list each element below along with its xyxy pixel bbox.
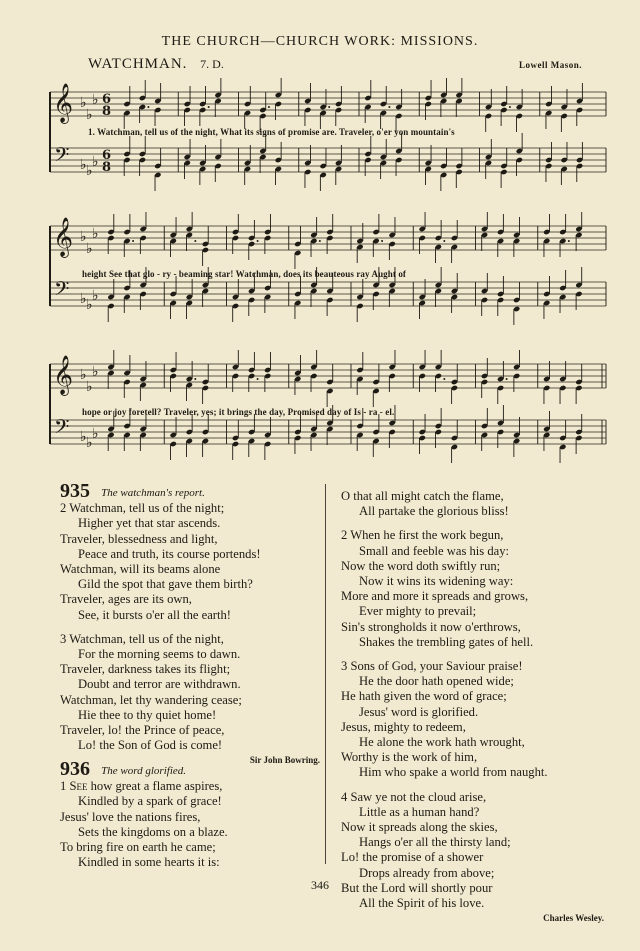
hymn-936-author: Charles Wesley. (543, 913, 604, 924)
treble-clef-icon: 𝄞 (53, 217, 74, 257)
verse-line (60, 779, 322, 794)
verse-line: Watchman, will its beams alone (60, 562, 221, 577)
lyric-line-3: hope or joy foretell? Traveler, yes; it brings the day, Promised day of Is - ra - el. (82, 407, 395, 417)
flat-sign-icon: ♭ (86, 297, 93, 313)
verse-line: O that all might catch the flame, (341, 489, 504, 503)
flat-sign-icon: ♭ (86, 241, 93, 257)
verse-line: Shakes the trembling gates of hell. (359, 634, 534, 649)
tune-title (88, 56, 224, 73)
verse-line: Small and feeble was his day: (359, 543, 510, 558)
verse-line: He the door hath opened wide; (359, 674, 514, 689)
hymn-935-author: Sir John Bowring. (249, 755, 320, 766)
dot (268, 106, 270, 108)
verse-line: Him who spake a world from naught. (359, 765, 548, 780)
verse-line: All partake the glorious bliss! (359, 504, 509, 519)
verse-line: Traveler, ages are its own, (60, 592, 192, 607)
dot (506, 378, 508, 380)
verse-line: Ever mighty to prevail; (359, 604, 477, 619)
verse-line: Kindled by a spark of grace! (78, 794, 222, 809)
flat-sign-icon: ♭ (80, 157, 87, 173)
hymn-935-number: 935 (60, 480, 90, 502)
dot (381, 240, 383, 242)
verse-line: Lo! the promise of a shower (341, 850, 484, 865)
verse-line: Traveler, darkness takes its flight; (60, 662, 231, 677)
flat-sign-icon: ♭ (86, 435, 93, 451)
verse-line: Traveler, blessedness and light, (60, 531, 218, 546)
tune-meter: 7. D. (200, 57, 224, 71)
bass-clef-icon: 𝄢 (54, 415, 70, 443)
verse-line: More and more it spreads and grows, (341, 589, 529, 604)
verse-line: Jesus' love the nations fires, (60, 809, 201, 824)
time-signature: 8 (102, 104, 112, 119)
dot (509, 106, 511, 108)
dot (257, 240, 259, 242)
flat-sign-icon: ♭ (92, 226, 99, 242)
flat-sign-icon: ♭ (92, 288, 99, 304)
flat-sign-icon: ♭ (80, 291, 87, 307)
treble-clef-icon: 𝄞 (53, 355, 74, 395)
verse-line: For the morning seems to dawn. (78, 647, 241, 662)
flat-sign-icon: ♭ (92, 426, 99, 442)
time-signature: 8 (102, 160, 112, 175)
verse-line: Watchman, let thy wandering cease; (60, 692, 242, 707)
verse-line: Now the word doth swiftly run; (341, 558, 501, 573)
section-title: THE CHURCH—CHURCH WORK: MISSIONS. (161, 34, 479, 49)
flat-sign-icon: ♭ (86, 107, 93, 123)
verse-line: See, it bursts o'er all the earth! (78, 607, 231, 622)
dot (147, 106, 149, 108)
dot (568, 240, 570, 242)
verse-line: Now it wins its widening way: (359, 574, 514, 589)
verse-line: Sin's strongholds it now o'erthrows, (341, 619, 521, 634)
hymn-936-continued (341, 489, 606, 926)
staff (50, 148, 606, 172)
staff (50, 92, 606, 116)
flat-sign-icon: ♭ (80, 367, 87, 383)
verse-line: Hangs o'er all the thirsty land; (359, 835, 511, 850)
dot (388, 106, 390, 108)
dot (132, 240, 134, 242)
verse-line: Gild the spot that gave them birth? (78, 577, 253, 592)
verse-line: Lo! the Son of God is come! (78, 738, 223, 753)
hymn-935-subtitle: The watchman's report. (101, 487, 205, 499)
verse-line: Hie thee to thy quiet home! (78, 707, 217, 722)
dot (443, 240, 445, 242)
verse-line: Higher yet that star ascends. (78, 516, 221, 531)
flat-sign-icon: ♭ (80, 229, 87, 245)
verse-line: He alone the work hath wrought, (359, 735, 525, 750)
verse-line: Kindled in some hearts it is: (78, 855, 220, 870)
verse-line: 3 Watchman, tell us of the night, (60, 631, 224, 646)
hymn-936-number: 936 (60, 758, 90, 780)
verse-line: Peace and truth, its course portends! (78, 546, 261, 561)
flat-sign-icon: ♭ (92, 364, 99, 380)
verse-line: Drops already from above; (359, 865, 495, 880)
lyric-line-2: height See that glo - ry - beaming star! Watchman, does its beauteous ray Aught of (82, 269, 407, 279)
verse-line: Now it spreads along the skies, (341, 820, 498, 835)
verse-line: Little as a human hand? (359, 804, 480, 819)
tune-name: WATCHMAN. (88, 56, 188, 72)
dot (257, 378, 259, 380)
bass-clef-icon: 𝄢 (54, 277, 70, 305)
flat-sign-icon: ♭ (80, 429, 87, 445)
dot (194, 378, 196, 380)
verse-line: 4 Saw ye not the cloud arise, (341, 789, 487, 804)
bass-clef-icon: 𝄢 (54, 143, 70, 171)
verse-line: To bring fire on earth he came; (60, 840, 216, 855)
staff (50, 282, 606, 306)
treble-clef-icon: 𝄞 (53, 83, 74, 123)
verse-line: 3 Sons of God, your Saviour praise! (341, 659, 523, 674)
dot (194, 240, 196, 242)
verse-line: He hath given the word of grace; (341, 689, 507, 704)
time-signature: 6 (102, 92, 112, 107)
dot (208, 106, 210, 108)
verse-line: Worthy is the work of him, (341, 750, 478, 765)
verse-line: Jesus' word is glorified. (359, 704, 479, 719)
flat-sign-icon: ♭ (92, 154, 99, 170)
dot (319, 240, 321, 242)
composer: Lowell Mason. (518, 60, 582, 70)
verse-first-word: See (69, 779, 88, 794)
hymn-935-heading (60, 480, 322, 502)
music-system-1 (40, 78, 610, 198)
verse-line-rest: how great a flame aspires, (87, 779, 223, 794)
page-number: 346 (311, 878, 329, 892)
verse-line: Traveler, lo! the Prince of peace, (60, 723, 225, 738)
staff (50, 364, 606, 388)
flat-sign-icon: ♭ (86, 379, 93, 395)
verse-line: Sets the kingdoms on a blaze. (78, 824, 228, 839)
column-divider (325, 484, 326, 864)
verse-line: But the Lord will shortly pour (341, 880, 493, 895)
verse-line: 2 When he first the work begun, (341, 528, 504, 543)
flat-sign-icon: ♭ (80, 95, 87, 111)
hymn-935 (60, 480, 322, 769)
dot (443, 378, 445, 380)
lyric-line-1: 1. Watchman, tell us of the night, What its signs of promise are. Traveler, o'er yon mountain's (88, 127, 455, 137)
time-signature: 6 (102, 148, 112, 163)
flat-sign-icon: ♭ (92, 92, 99, 108)
verse-line: 2 Watchman, tell us of the night; (60, 501, 225, 516)
hymn-936-subtitle: The word glorified. (101, 765, 187, 777)
verse-line: Doubt and terror are withdrawn. (78, 677, 241, 692)
verse-line: Jesus, mighty to redeem, (341, 719, 466, 734)
flat-sign-icon: ♭ (86, 163, 93, 179)
verse-line: All the Spirit of his love. (359, 896, 485, 911)
verse-number: 1 (60, 779, 67, 794)
dot (328, 106, 330, 108)
